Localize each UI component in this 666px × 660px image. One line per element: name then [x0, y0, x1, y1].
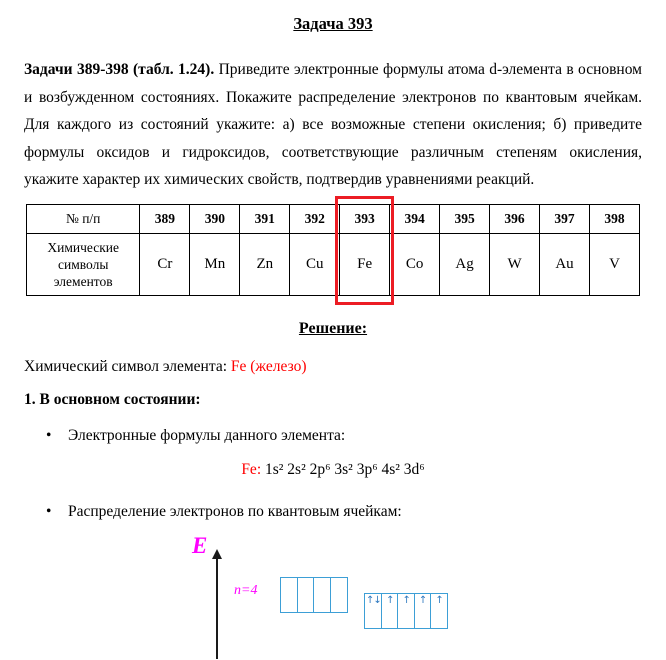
- electron-formula-value: 1s² 2s² 2p⁶ 3s² 3p⁶ 4s² 3d⁶: [265, 460, 425, 478]
- number-cell: 392: [290, 204, 340, 233]
- number-cell: 391: [240, 204, 290, 233]
- symbol-cell: V: [589, 233, 639, 295]
- quantum-cell: [280, 577, 298, 613]
- symbol-cell: Au: [540, 233, 590, 295]
- number-cell: 395: [440, 204, 490, 233]
- bullet-quantum-cells: [24, 503, 642, 521]
- bullet-electronic-formula-text: Электронные формулы данного элемента:: [68, 426, 346, 444]
- page-title: Задача 393: [293, 14, 373, 33]
- elements-table-wrap: [26, 204, 640, 296]
- quantum-cell: [330, 577, 348, 613]
- table-header-number: № п/п: [27, 204, 140, 233]
- bullet-marker: •: [46, 426, 52, 444]
- symbol-cell: Cr: [140, 233, 190, 295]
- quantum-cell: [297, 577, 315, 613]
- electron-formula-prefix: Fe:: [241, 460, 262, 478]
- symbol-cell-highlighted: Fe: [340, 233, 390, 295]
- table-row-symbols: [27, 233, 640, 295]
- number-cell: 390: [190, 204, 240, 233]
- symbol-cell: Co: [390, 233, 440, 295]
- bullet-marker: •: [46, 502, 52, 520]
- number-cell: 397: [540, 204, 590, 233]
- symbol-cell: Mn: [190, 233, 240, 295]
- element-symbol-value: Fe (железо): [230, 357, 307, 375]
- table-header-symbols: Химические символы элементов: [27, 233, 140, 295]
- element-symbol-label: Химический символ элемента:: [24, 357, 231, 375]
- d3-quantum-cells: [366, 593, 448, 629]
- symbol-cell: Cu: [290, 233, 340, 295]
- symbol-cell: W: [490, 233, 540, 295]
- number-cell: 394: [390, 204, 440, 233]
- quantum-cell: ↑↓: [364, 593, 382, 629]
- number-cell: 389: [140, 204, 190, 233]
- quantum-cell: ↑: [430, 593, 448, 629]
- quantum-cell: ↑: [397, 593, 415, 629]
- bullet-quantum-cells-text: Распределение электронов по квантовым ячейкам:: [68, 502, 402, 520]
- number-cell-highlighted: 393: [340, 204, 390, 233]
- quantum-cell: ↑: [414, 593, 432, 629]
- symbol-cell: Ag: [440, 233, 490, 295]
- number-cell: 396: [490, 204, 540, 233]
- level-n4-label: n=4: [234, 582, 258, 598]
- energy-axis-arrow-icon: [212, 549, 222, 559]
- elements-table: [26, 204, 640, 296]
- electron-formula-line: [24, 461, 642, 479]
- intro-lead-bold: Задачи 389-398 (табл. 1.24).: [24, 61, 215, 78]
- symbol-cell: Zn: [240, 233, 290, 295]
- solution-heading: Решение:: [298, 319, 368, 337]
- intro-paragraph: [24, 56, 642, 194]
- quantum-cell: [313, 577, 331, 613]
- n4-quantum-cells: [282, 577, 348, 613]
- element-symbol-line: [24, 358, 642, 376]
- energy-axis-line: [216, 559, 218, 659]
- table-row-numbers: [27, 204, 640, 233]
- quantum-cell: ↑: [381, 593, 399, 629]
- bullet-electronic-formula: [24, 427, 642, 445]
- number-cell: 398: [589, 204, 639, 233]
- intro-text: Приведите электронные формулы атома d-элемента в основном и возбужденном состояниях. Покажите распределение электронов по квантовым ячейкам. Для каждого из состояний укажите: а) все возможные степени окисления; б) приведите формулы оксидов и гидроксидов, соответствующие различным степеням окисления, укажите характер их химических свойств, подтвердив уравнениями реакций.: [24, 61, 642, 188]
- section-ground-state-heading: 1. В основном состоянии:: [24, 390, 201, 408]
- energy-axis-label: E: [192, 532, 208, 558]
- energy-diagram: [24, 533, 642, 653]
